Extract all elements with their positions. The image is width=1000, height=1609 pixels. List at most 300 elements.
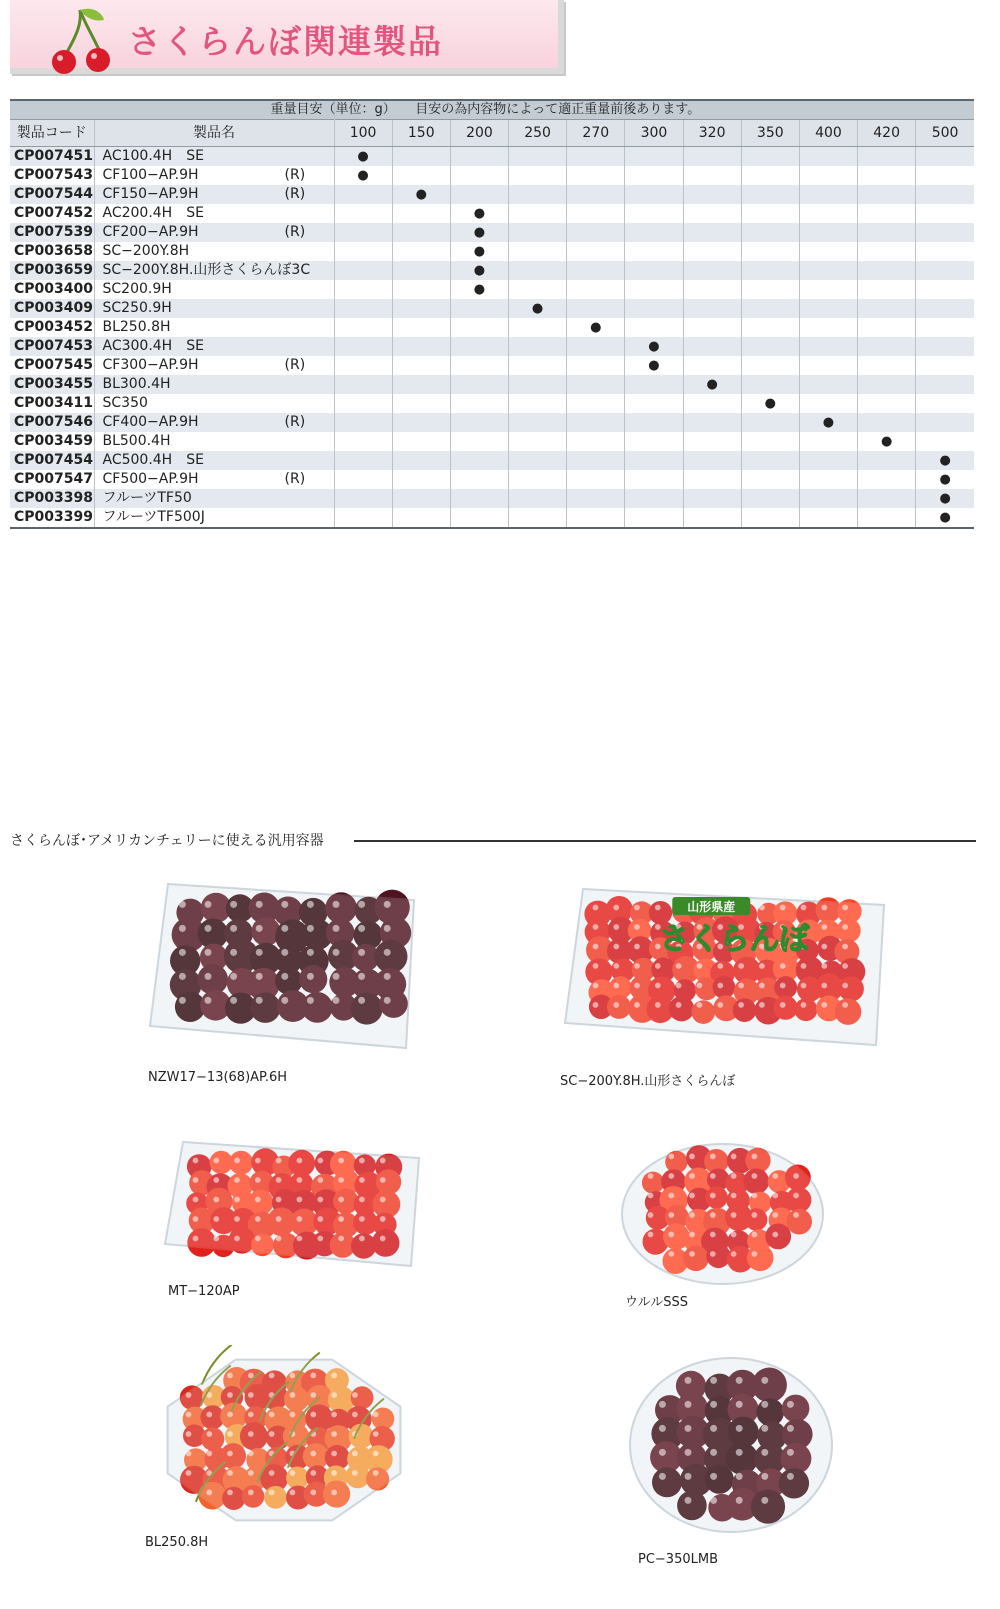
weight-cell [916, 204, 974, 223]
weight-cell [858, 166, 916, 185]
product-code: CP007451 [10, 147, 94, 167]
weight-cell [625, 470, 683, 489]
weight-cell [858, 508, 916, 528]
weight-cell [741, 413, 799, 432]
product-image-mt120ap [155, 1128, 435, 1288]
weight-cell [567, 223, 625, 242]
weight-cell [450, 204, 508, 223]
product-name [94, 508, 334, 528]
r-mark: (R) [284, 224, 306, 240]
svg-text:さくらんぼ: さくらんぼ [659, 922, 810, 957]
weight-dot: ● [939, 491, 951, 506]
weight-cell [567, 394, 625, 413]
weight-cell [392, 508, 450, 528]
weight-cell [509, 337, 567, 356]
weight-cell [741, 204, 799, 223]
weight-cell [567, 242, 625, 261]
weight-cell [392, 356, 450, 375]
weight-cell [741, 470, 799, 489]
product-name [94, 318, 334, 337]
weight-cell [334, 489, 392, 508]
product-name-text: SC200.9H [102, 281, 172, 297]
weight-cell [683, 394, 741, 413]
weight-cell [799, 451, 857, 470]
weight-cell [683, 166, 741, 185]
product-name [94, 166, 334, 185]
weight-cell [567, 470, 625, 489]
table-row [10, 223, 974, 242]
weight-cell [741, 166, 799, 185]
weight-header: 250 [509, 120, 567, 147]
product-code: CP007543 [10, 166, 94, 185]
weight-dot: ● [473, 206, 486, 221]
weight-cell [683, 413, 741, 432]
weight-cell [334, 147, 392, 167]
weight-cell [858, 451, 916, 470]
product-code: CP003459 [10, 432, 94, 451]
weight-cell [509, 147, 567, 167]
weight-cell [509, 413, 567, 432]
container-photo [620, 1350, 842, 1540]
weight-dot: ● [648, 358, 660, 373]
product-name [94, 185, 334, 204]
weight-cell [683, 223, 741, 242]
product-name [94, 470, 334, 489]
weight-cell [916, 337, 974, 356]
weight-cell [450, 356, 508, 375]
weight-cell [799, 413, 857, 432]
weight-dot: ● [822, 415, 835, 430]
table-row [10, 204, 974, 223]
section-divider [354, 840, 976, 842]
product-name-text: AC300.4H SE [102, 338, 204, 354]
weight-cell [799, 318, 857, 337]
product-name [94, 242, 334, 261]
product-name-text: CF300−AP.9H [102, 357, 199, 373]
weight-cell [450, 147, 508, 167]
table-header-row [10, 120, 974, 147]
weight-cell [625, 337, 683, 356]
weight-cell [334, 375, 392, 394]
table-row [10, 166, 974, 185]
weight-cell [916, 261, 974, 280]
product-name-text: BL250.8H [102, 319, 171, 335]
product-caption: MT−120AP [168, 1284, 240, 1299]
product-code: CP003400 [10, 280, 94, 299]
weight-cell [683, 356, 741, 375]
weight-cell [741, 299, 799, 318]
weight-cell [334, 318, 392, 337]
table-row [10, 299, 974, 318]
weight-dot: ● [939, 510, 951, 525]
weight-cell [450, 299, 508, 318]
weight-cell [334, 356, 392, 375]
weight-cell [450, 166, 508, 185]
table-row [10, 508, 974, 528]
weight-cell [567, 280, 625, 299]
weight-cell [799, 432, 857, 451]
weight-cell [625, 394, 683, 413]
weight-cell [799, 299, 857, 318]
weight-cell [858, 356, 916, 375]
weight-header: 150 [392, 120, 450, 147]
table-row [10, 489, 974, 508]
weight-cell [450, 470, 508, 489]
container-photo [130, 868, 440, 1078]
weight-cell [450, 394, 508, 413]
table-row [10, 356, 974, 375]
weight-note: 重量目安（単位：g） 目安の為内容物によって適正重量前後あります。 [270, 102, 701, 117]
product-name-text: CF500−AP.9H [102, 471, 199, 487]
weight-cell [567, 299, 625, 318]
table-row [10, 413, 974, 432]
weight-cell [509, 489, 567, 508]
weight-cell [858, 147, 916, 167]
col-name-header: 製品名 [94, 120, 334, 147]
product-name-text: CF150−AP.9H [102, 186, 199, 202]
weight-cell [741, 451, 799, 470]
weight-dot: ● [473, 282, 486, 297]
weight-cell [509, 280, 567, 299]
product-code: CP003399 [10, 508, 94, 528]
table-row [10, 147, 974, 167]
weight-cell [567, 147, 625, 167]
table-row [10, 185, 974, 204]
product-name-text: AC500.4H SE [102, 452, 204, 468]
weight-dot: ● [415, 187, 427, 202]
weight-cell [334, 508, 392, 528]
weight-cell [916, 375, 974, 394]
weight-header: 420 [858, 120, 916, 147]
header-banner [10, 0, 564, 74]
weight-cell [334, 280, 392, 299]
weight-cell [334, 299, 392, 318]
product-name-text: SC−200Y.8H.山形さくらんぼ3C [102, 262, 311, 278]
weight-header: 200 [450, 120, 508, 147]
weight-cell [625, 261, 683, 280]
weight-cell [567, 204, 625, 223]
product-name-text: SC250.9H [102, 300, 172, 316]
weight-cell [334, 394, 392, 413]
weight-cell [916, 147, 974, 167]
weight-cell [450, 508, 508, 528]
weight-cell [683, 451, 741, 470]
weight-cell [450, 489, 508, 508]
weight-cell [799, 489, 857, 508]
product-code: CP007452 [10, 204, 94, 223]
weight-cell [625, 185, 683, 204]
weight-cell [741, 318, 799, 337]
weight-cell [683, 508, 741, 528]
weight-cell [741, 337, 799, 356]
weight-cell [625, 280, 683, 299]
weight-cell [392, 432, 450, 451]
weight-cell [916, 508, 974, 528]
r-mark: (R) [284, 167, 306, 183]
weight-cell [858, 261, 916, 280]
weight-cell [799, 147, 857, 167]
weight-cell [625, 204, 683, 223]
weight-cell [858, 394, 916, 413]
weight-cell [858, 299, 916, 318]
product-code: CP007544 [10, 185, 94, 204]
weight-cell [683, 299, 741, 318]
product-code: CP003409 [10, 299, 94, 318]
weight-cell [567, 318, 625, 337]
weight-cell [334, 204, 392, 223]
weight-cell [567, 451, 625, 470]
weight-cell [741, 223, 799, 242]
weight-cell [567, 413, 625, 432]
product-name [94, 375, 334, 394]
weight-cell [858, 413, 916, 432]
weight-cell [509, 470, 567, 489]
weight-cell [625, 375, 683, 394]
product-name [94, 280, 334, 299]
product-caption: BL250.8H [145, 1535, 209, 1550]
page-title: さくらんぼ関連製品 [128, 22, 443, 61]
r-mark: (R) [284, 471, 306, 487]
product-name [94, 261, 334, 280]
weight-dot: ● [939, 472, 951, 487]
product-name-text: CF200−AP.9H [102, 224, 199, 240]
weight-cell [625, 299, 683, 318]
weight-cell [509, 204, 567, 223]
product-code: CP007546 [10, 413, 94, 432]
weight-cell [392, 489, 450, 508]
product-name [94, 451, 334, 470]
product-name-text: フルーツTF500J [102, 509, 205, 525]
weight-cell [625, 356, 683, 375]
weight-cell [509, 432, 567, 451]
product-code: CP003658 [10, 242, 94, 261]
product-image-sc200y [555, 875, 900, 1075]
weight-cell [450, 451, 508, 470]
weight-cell [741, 489, 799, 508]
weight-cell [799, 356, 857, 375]
weight-cell [799, 166, 857, 185]
table-row [10, 470, 974, 489]
weight-dot: ● [764, 396, 776, 411]
weight-dot: ● [531, 301, 544, 316]
weight-cell [858, 375, 916, 394]
weight-dot: ● [357, 168, 369, 183]
weight-cell [625, 242, 683, 261]
weight-cell [799, 375, 857, 394]
weight-cell [916, 299, 974, 318]
weight-header: 500 [916, 120, 974, 147]
product-name-text: AC200.4H SE [102, 205, 204, 221]
weight-cell [799, 280, 857, 299]
weight-cell [450, 413, 508, 432]
weight-cell [392, 147, 450, 167]
weight-cell [683, 147, 741, 167]
weight-header: 400 [799, 120, 857, 147]
weight-cell [509, 375, 567, 394]
container-photo [555, 875, 900, 1075]
product-code: CP007547 [10, 470, 94, 489]
weight-cell [450, 337, 508, 356]
weight-cell [799, 242, 857, 261]
weight-cell [625, 223, 683, 242]
weight-cell [334, 223, 392, 242]
product-name [94, 489, 334, 508]
product-name [94, 204, 334, 223]
product-name [94, 356, 334, 375]
product-name-text: AC100.4H SE [102, 148, 204, 164]
weight-cell [741, 375, 799, 394]
weight-dot: ● [706, 377, 718, 392]
weight-table [10, 99, 974, 529]
weight-cell [858, 337, 916, 356]
weight-cell [392, 470, 450, 489]
weight-cell [450, 223, 508, 242]
table-row [10, 318, 974, 337]
product-name-text: CF100−AP.9H [102, 167, 199, 183]
weight-cell [799, 337, 857, 356]
weight-cell [392, 394, 450, 413]
weight-cell [567, 432, 625, 451]
weight-cell [450, 185, 508, 204]
weight-cell [916, 394, 974, 413]
weight-cell [799, 185, 857, 204]
weight-dot: ● [648, 339, 660, 354]
product-code: CP007453 [10, 337, 94, 356]
table-row [10, 261, 974, 280]
svg-text:山形県産: 山形県産 [687, 900, 736, 914]
product-code: CP007539 [10, 223, 94, 242]
weight-cell [916, 223, 974, 242]
product-caption: ウルルSSS [625, 1295, 689, 1310]
weight-cell [916, 280, 974, 299]
weight-cell [916, 413, 974, 432]
product-image-bl250 [148, 1345, 420, 1535]
product-code: CP003411 [10, 394, 94, 413]
weight-cell [509, 185, 567, 204]
weight-cell [683, 318, 741, 337]
weight-cell [683, 261, 741, 280]
weight-cell [567, 337, 625, 356]
weight-cell [916, 242, 974, 261]
weight-cell [858, 204, 916, 223]
weight-cell [450, 432, 508, 451]
r-mark: (R) [284, 186, 306, 202]
weight-cell [741, 242, 799, 261]
product-name-text: フルーツTF50 [102, 490, 192, 506]
weight-dot: ● [473, 225, 486, 240]
weight-cell [625, 318, 683, 337]
weight-cell [334, 185, 392, 204]
weight-cell [334, 432, 392, 451]
weight-header: 350 [741, 120, 799, 147]
weight-cell [858, 489, 916, 508]
product-name-text: SC350 [102, 395, 148, 411]
weight-cell [858, 280, 916, 299]
weight-cell [567, 261, 625, 280]
weight-cell [334, 261, 392, 280]
weight-dot: ● [473, 244, 486, 259]
container-photo [148, 1345, 420, 1535]
product-name-text: BL300.4H [102, 376, 171, 392]
weight-cell [392, 166, 450, 185]
r-mark: (R) [284, 357, 306, 373]
weight-dot: ● [590, 320, 602, 335]
weight-cell [625, 451, 683, 470]
weight-cell [392, 280, 450, 299]
weight-header: 270 [567, 120, 625, 147]
weight-cell [392, 451, 450, 470]
weight-cell [392, 204, 450, 223]
weight-cell [509, 242, 567, 261]
product-name [94, 413, 334, 432]
weight-cell [509, 223, 567, 242]
weight-header: 320 [683, 120, 741, 147]
weight-cell [450, 242, 508, 261]
weight-cell [567, 508, 625, 528]
product-name-text: CF400−AP.9H [102, 414, 199, 430]
table-row [10, 451, 974, 470]
weight-cell [741, 432, 799, 451]
weight-cell [334, 451, 392, 470]
product-code: CP007545 [10, 356, 94, 375]
weight-cell [683, 470, 741, 489]
weight-cell [392, 223, 450, 242]
product-code: CP003398 [10, 489, 94, 508]
weight-cell [567, 356, 625, 375]
weight-cell [741, 394, 799, 413]
weight-cell [741, 185, 799, 204]
weight-cell [858, 432, 916, 451]
product-name [94, 432, 334, 451]
weight-cell [509, 318, 567, 337]
weight-cell [334, 413, 392, 432]
weight-cell [741, 356, 799, 375]
weight-cell [858, 318, 916, 337]
weight-cell [858, 223, 916, 242]
weight-cell [683, 337, 741, 356]
weight-cell [799, 470, 857, 489]
weight-cell [567, 166, 625, 185]
weight-cell [741, 280, 799, 299]
product-image-ururu [610, 1128, 835, 1288]
weight-cell [916, 470, 974, 489]
weight-cell [567, 375, 625, 394]
weight-cell [450, 375, 508, 394]
cherry-icon [40, 2, 120, 76]
product-name [94, 147, 334, 167]
weight-cell [858, 470, 916, 489]
weight-cell [625, 489, 683, 508]
product-code: CP007454 [10, 451, 94, 470]
weight-cell [334, 242, 392, 261]
product-code: CP003659 [10, 261, 94, 280]
weight-cell [916, 185, 974, 204]
weight-cell [799, 508, 857, 528]
weight-header: 100 [334, 120, 392, 147]
weight-dot: ● [880, 434, 893, 449]
weight-cell [509, 356, 567, 375]
weight-cell [392, 413, 450, 432]
table-row [10, 337, 974, 356]
weight-cell [392, 185, 450, 204]
product-name-text: BL500.4H [102, 433, 171, 449]
weight-cell [683, 204, 741, 223]
product-caption: NZW17−13(68)AP.6H [148, 1070, 288, 1085]
weight-cell [799, 204, 857, 223]
weight-header: 300 [625, 120, 683, 147]
weight-cell [683, 489, 741, 508]
container-photo [155, 1128, 435, 1288]
